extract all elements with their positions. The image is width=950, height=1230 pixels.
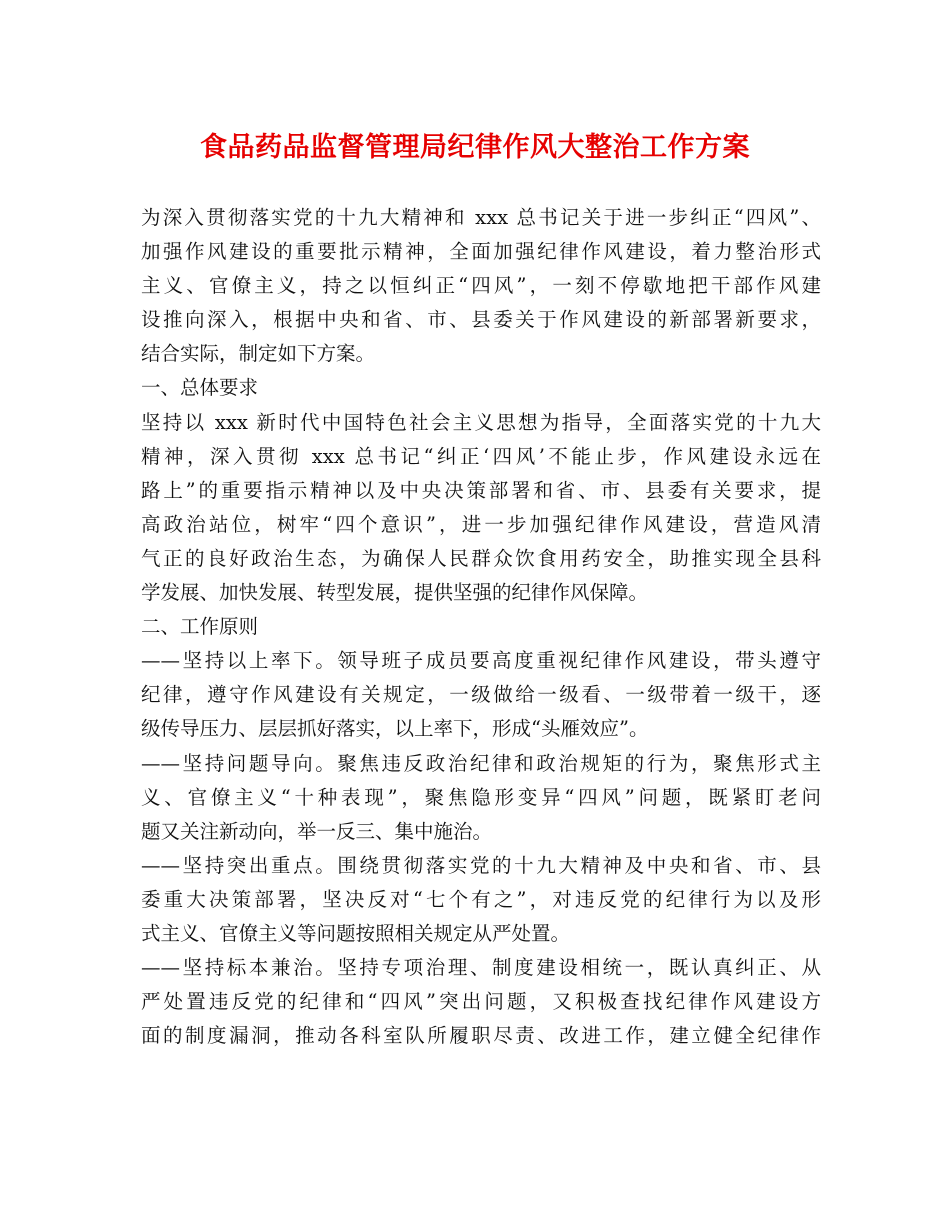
body-line: 委重大决策部署，坚决反对“七个有之”，对违反党的纪律行为以及形 — [141, 887, 821, 911]
body-line: 一、总体要求 — [141, 376, 259, 400]
body-line: 二、工作原则 — [141, 615, 259, 639]
body-line: 气正的良好政治生态，为确保人民群众饮食用药安全，助推实现全县科 — [141, 546, 821, 570]
document-body — [141, 201, 821, 1053]
body-line: 面的制度漏洞，推动各科室队所履职尽责、改进工作，建立健全纪律作 — [141, 1024, 821, 1048]
body-line: 为深入贯彻落实党的十九大精神和 xxx 总书记关于进一步纠正“四风”、 — [141, 206, 821, 229]
body-line: 设推向深入，根据中央和省、市、县委关于作风建设的新部署新要求， — [141, 308, 821, 332]
body-line: 严处置违反党的纪律和“四风”突出问题，又积极查找纪律作风建设方 — [141, 990, 821, 1014]
body-line: ——坚持以上率下。领导班子成员要高度重视纪律作风建设，带头遵守 — [141, 649, 821, 673]
document-title: 食品药品监督管理局纪律作风大整治工作方案 — [200, 132, 750, 163]
body-line: 坚持以 xxx 新时代中国特色社会主义思想为指导，全面落实党的十九大 — [141, 410, 821, 434]
body-line: 主义、官僚主义，持之以恒纠正“四风”，一刻不停歇地把干部作风建 — [141, 274, 821, 298]
body-line: 加强作风建设的重要批示精神，全面加强纪律作风建设，着力整治形式 — [141, 240, 821, 264]
body-line: 题又关注新动向，举一反三、集中施治。 — [141, 819, 493, 843]
body-line: 学发展、加快发展、转型发展，提供坚强的纪律作风保障。 — [141, 581, 649, 605]
body-line: 纪律，遵守作风建设有关规定，一级做给一级看、一级带着一级干，逐 — [141, 683, 821, 707]
body-line: 式主义、官僚主义等问题按照相关规定从严处置。 — [141, 921, 571, 945]
body-line: 精神，深入贯彻 xxx 总书记“纠正‘四风’不能止步，作风建设永远在 — [141, 444, 821, 468]
body-line: 级传导压力、层层抓好落实，以上率下，形成“头雁效应”。 — [141, 717, 649, 741]
body-line: 义、官僚主义“十种表现”，聚焦隐形变异“四风”问题，既紧盯老问 — [141, 785, 821, 809]
body-line: 高政治站位，树牢“四个意识”，进一步加强纪律作风建设，营造风清 — [141, 512, 821, 536]
body-line: 路上”的重要指示精神以及中央决策部署和省、市、县委有关要求，提 — [141, 478, 821, 502]
body-line: ——坚持问题导向。聚焦违反政治纪律和政治规矩的行为，聚焦形式主 — [141, 751, 821, 775]
body-line: 结合实际，制定如下方案。 — [141, 342, 376, 366]
body-line: ——坚持突出重点。围绕贯彻落实党的十九大精神及中央和省、市、县 — [141, 853, 821, 877]
body-line: ——坚持标本兼治。坚持专项治理、制度建设相统一，既认真纠正、从 — [141, 956, 821, 980]
